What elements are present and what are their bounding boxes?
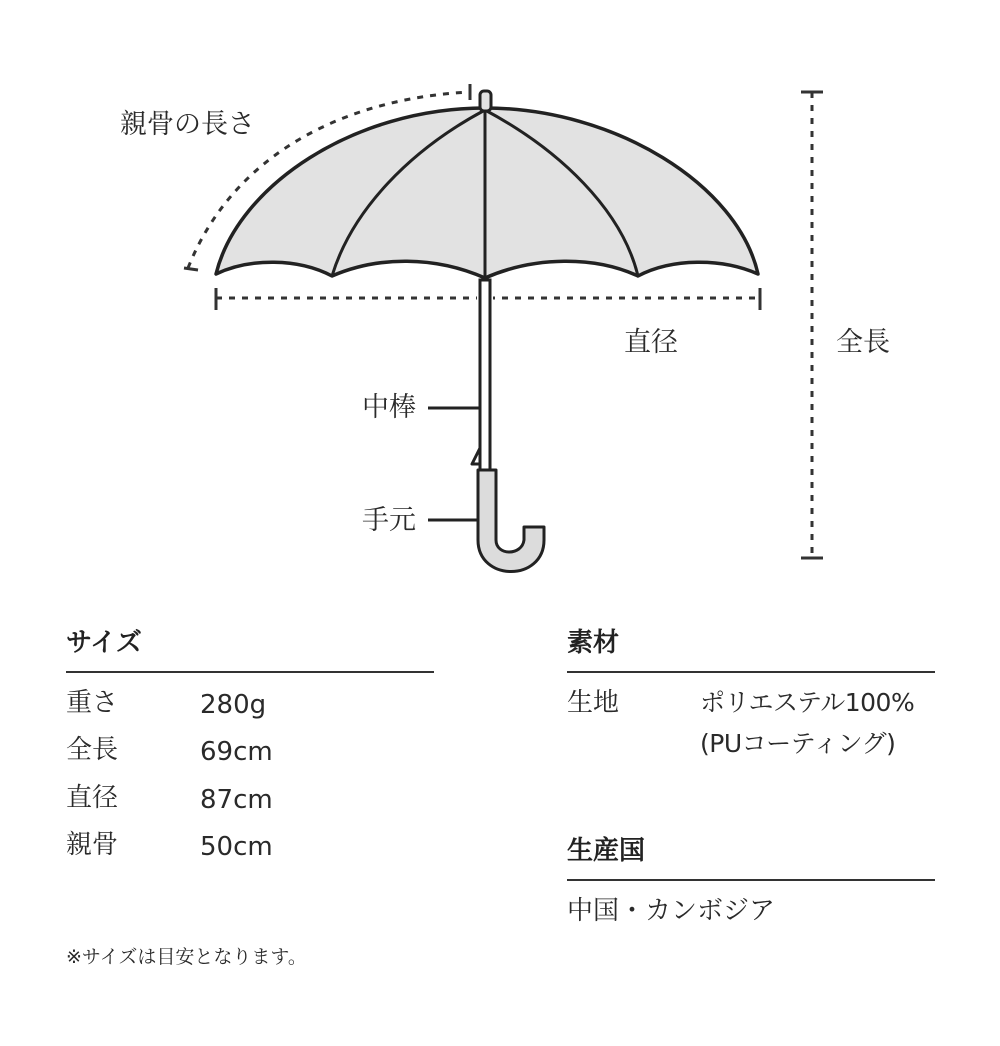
material-section-title: 素材 <box>567 628 620 658</box>
rib-length-tick-left <box>184 268 198 270</box>
umbrella-shaft <box>480 280 490 475</box>
rib-length-label: 親骨の長さ <box>120 109 255 140</box>
size-diameter-value: 87cm <box>200 785 273 815</box>
shaft-label: 中棒 <box>362 392 416 423</box>
umbrella-canopy <box>216 108 758 278</box>
size-section-title: サイズ <box>66 628 142 658</box>
origin-value: 中国・カンボジア <box>567 896 776 926</box>
origin-section-title: 生産国 <box>567 836 646 866</box>
umbrella-handle <box>478 470 544 572</box>
size-total-length-label: 全長 <box>66 735 119 765</box>
size-rib-value: 50cm <box>200 832 273 862</box>
origin-section-divider <box>567 879 935 881</box>
size-total-length-value: 69cm <box>200 737 273 767</box>
size-diameter-label: 直径 <box>66 783 119 813</box>
size-weight-label: 重さ <box>66 688 119 718</box>
material-fabric-value-line1: ポリエステル100% <box>700 688 915 717</box>
total-length-label: 全長 <box>836 327 890 358</box>
diameter-label: 直径 <box>624 327 678 358</box>
size-weight-value: 280g <box>200 690 267 720</box>
size-rib-label: 親骨 <box>66 830 119 860</box>
material-section-divider <box>567 671 935 673</box>
handle-label: 手元 <box>362 505 416 536</box>
umbrella-tip <box>480 91 491 111</box>
size-disclaimer-note: ※サイズは目安となります。 <box>66 946 307 968</box>
material-fabric-label: 生地 <box>567 688 620 718</box>
material-fabric-value-line2: (PUコーティング) <box>700 729 896 758</box>
size-section-divider <box>66 671 434 673</box>
